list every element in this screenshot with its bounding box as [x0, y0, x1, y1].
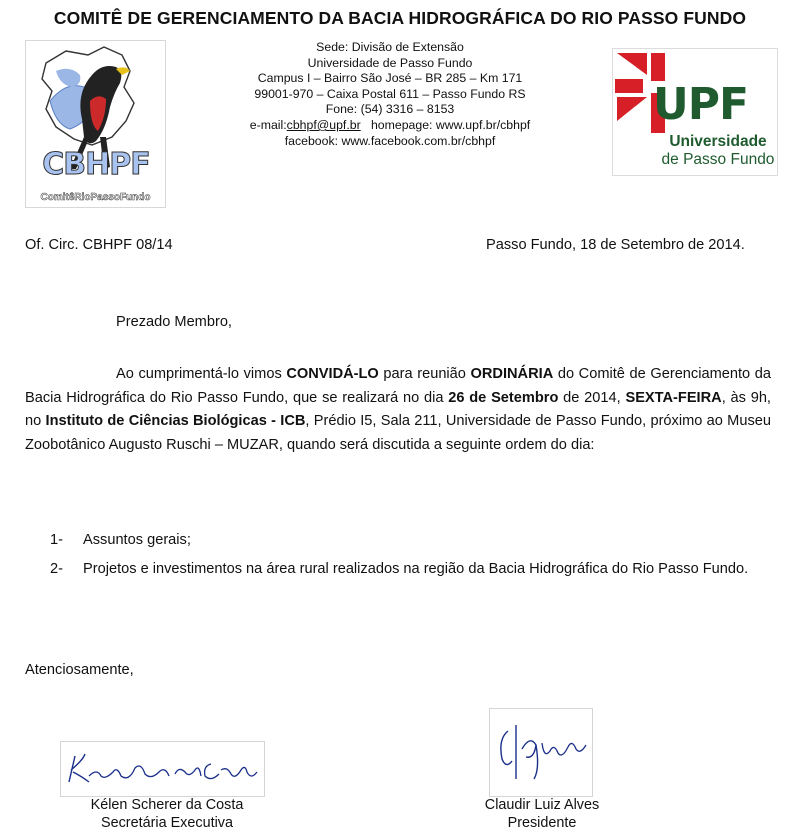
list-item-text: Assuntos gerais;	[83, 532, 191, 548]
cbhpf-logo-subtext: ComitêRioPassoFundo	[40, 192, 151, 203]
paragraph-bold: 26 de Setembro	[448, 389, 559, 406]
header-line: Sede: Divisão de Extensão	[316, 40, 464, 54]
facebook-link[interactable]: www.facebook.com.br/cbhpf	[341, 133, 496, 148]
upf-logo-line2: de Passo Fundo	[661, 151, 775, 168]
paragraph-text: do Comitê de Gerenciamento da Bacia Hidrográfica do Rio Passo Fundo, que se realizará no dia	[25, 366, 771, 406]
header-address	[190, 40, 590, 149]
handwritten-signature-2	[490, 709, 592, 796]
paragraph-bold: SEXTA-FEIRA	[625, 389, 722, 406]
list-item	[50, 529, 771, 553]
signature-image-1	[60, 741, 265, 797]
handwritten-signature-1	[61, 742, 264, 796]
homepage-link[interactable]: www.upf.br/cbhpf	[435, 117, 531, 132]
header-line: Campus I – Bairro São José – BR 285 – Km 171	[257, 71, 523, 86]
cbhpf-logo-graphic	[26, 41, 165, 207]
cbhpf-logo-text: CBHPF	[42, 147, 150, 182]
paragraph-text: Ao cumprimentá-lo vimos	[116, 366, 287, 382]
upf-logo	[612, 48, 778, 176]
email-link[interactable]: cbhpf@upf.br	[286, 117, 361, 132]
header-line: 99001-970 – Caixa Postal 611 – Passo Fundo RS	[254, 86, 526, 101]
header-line: Fone: (54) 3316 – 8153	[325, 102, 455, 117]
upf-logo-text: UPF	[653, 79, 749, 130]
paragraph-text: para reunião	[378, 366, 471, 382]
header-line: Universidade de Passo Fundo	[307, 55, 473, 70]
signatory-name: Claudir Luiz Alves	[484, 797, 600, 813]
signatory-name: Kélen Scherer da Costa	[90, 797, 244, 813]
cbhpf-logo	[25, 40, 166, 208]
contact-line	[190, 118, 590, 134]
list-item-number: 1-	[50, 532, 63, 548]
signature-image-2	[489, 708, 593, 797]
list-item	[50, 558, 771, 582]
paragraph-text: , às 9h, no	[25, 389, 771, 429]
upf-logo-line1: Universidade	[669, 133, 767, 150]
letter-reference: Of. Circ. CBHPF 08/14	[25, 237, 173, 253]
paragraph-text: de 2014,	[558, 389, 626, 406]
paragraph-bold: Instituto de Ciências Biológicas - ICB	[45, 413, 306, 429]
facebook-label: facebook:	[284, 133, 339, 148]
agenda-list	[50, 529, 771, 581]
paragraph-text: , Prédio I5, Sala 211, Universidade de Passo Fundo, próximo ao Museu Zoobotânico Augusto Ruschi – MUZAR, quando será discutida a seguinte ordem do dia:	[25, 413, 771, 453]
email-label: e-mail:	[249, 117, 287, 132]
paragraph-bold: CONVIDÁ-LO	[286, 366, 379, 382]
letter-closing: Atenciosamente,	[25, 662, 134, 678]
list-item-text: Projetos e investimentos na área rural realizados na região da Bacia Hidrográfica do Rio Passo Fundo.	[83, 560, 749, 577]
signatory-role: Presidente	[507, 815, 577, 831]
signatory-1	[62, 796, 272, 832]
letter-paragraph	[25, 363, 771, 457]
letter-date: Passo Fundo, 18 de Setembro de 2014.	[486, 237, 745, 253]
signatory-2	[462, 796, 622, 832]
homepage-label: homepage:	[370, 117, 433, 132]
letter-greeting: Prezado Membro,	[116, 314, 232, 330]
signatory-role: Secretária Executiva	[101, 815, 233, 831]
paragraph-bold: ORDINÁRIA	[470, 366, 554, 382]
list-item-number: 2-	[50, 560, 63, 577]
document-title: COMITÊ DE GERENCIAMENTO DA BACIA HIDROGRÁFICA DO RIO PASSO FUNDO	[53, 8, 747, 28]
facebook-line	[190, 134, 590, 150]
